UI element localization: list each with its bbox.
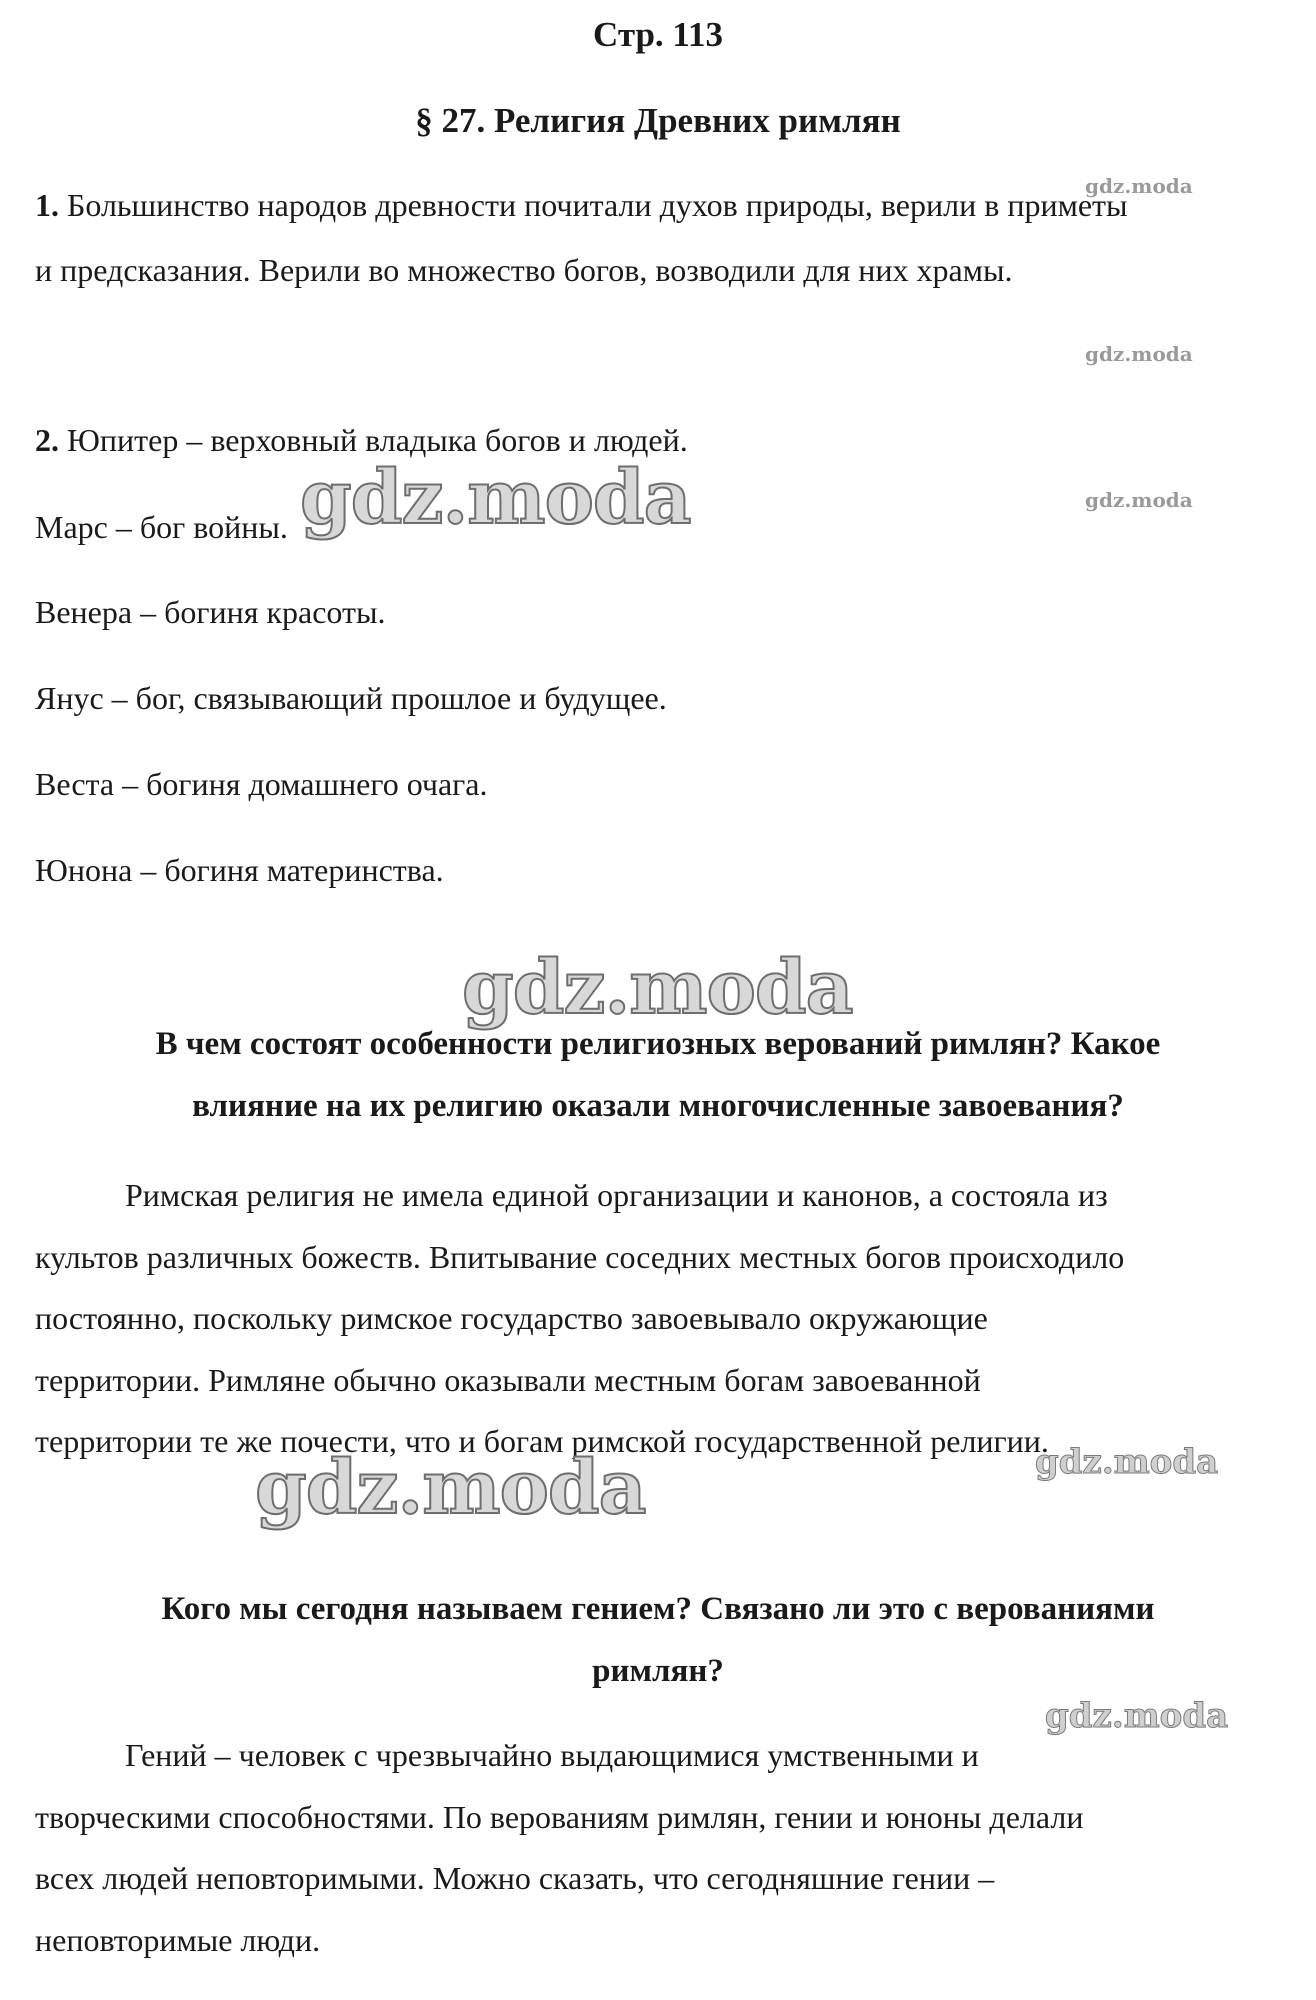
god-janus: Янус – бог, связывающий прошлое и будущее. <box>35 680 667 716</box>
answer-1-number: 1. <box>35 187 59 223</box>
god-juno: Юнона – богиня материнства. <box>35 852 444 888</box>
question-3-heading-line-1: В чем состоят особенности религиозных верований римлян? Какое <box>155 1026 1161 1062</box>
question-4-heading-line-1: Кого мы сегодня называем гением? Связано ли это с верованиями <box>161 1591 1155 1627</box>
watermark-small: gdz.moda <box>1085 342 1193 366</box>
watermark-small: gdz.moda <box>1085 174 1193 198</box>
god-vesta: Веста – богиня домашнего очага. <box>35 766 488 802</box>
watermark-large: gdz.moda <box>300 455 691 541</box>
question-3-text-line-5: территории те же почести, что и богам римской государственной религии. <box>35 1423 1049 1459</box>
answer-2-text: Юпитер – верховный владыка богов и людей. <box>59 422 688 458</box>
answer-1-text: Большинство народов древности почитали духов природы, верили в приметы <box>59 187 1128 223</box>
question-4-text-line-2: творческими способностями. По верованиям римлян, гении и юноны делали <box>35 1799 1084 1835</box>
question-4-text-line-4: неповторимые люди. <box>35 1922 321 1958</box>
answer-1-line-1 <box>35 185 1128 225</box>
watermark-large: gdz.moda <box>255 1445 646 1531</box>
question-4-text-line-1: Гений – человек с чрезвычайно выдающимися умственными и <box>125 1737 979 1773</box>
question-4-heading-line-2: римлян? <box>592 1653 724 1689</box>
question-3-text-line-3: постоянно, поскольку римское государство завоевывало окружающие <box>35 1300 988 1336</box>
section-title: § 27. Религия Древних римлян <box>415 101 901 140</box>
watermark-small: gdz.moda <box>1085 488 1193 512</box>
answer-1-line-2: и предсказания. Верили во множество богов, возводили для них храмы. <box>35 252 1013 288</box>
question-3-heading-line-2: влияние на их религию оказали многочисленные завоевания? <box>192 1088 1124 1124</box>
question-3-text-line-2: культов различных божеств. Впитывание соседних местных богов происходило <box>35 1239 1125 1275</box>
answer-2-line-1 <box>35 420 688 460</box>
question-3-text-line-4: территории. Римляне обычно оказывали местным богам завоеванной <box>35 1362 981 1398</box>
god-mars: Марс – бог войны. <box>35 509 288 545</box>
watermark-large: gdz.moda <box>462 945 853 1031</box>
page-number: Стр. 113 <box>593 15 723 54</box>
god-venus: Венера – богиня красоты. <box>35 594 386 630</box>
watermark-medium: gdz.moda <box>1035 1442 1219 1482</box>
question-3-text-line-1: Римская религия не имела единой организации и канонов, а состояла из <box>125 1177 1108 1213</box>
watermark-medium: gdz.moda <box>1045 1696 1229 1736</box>
question-4-text-line-3: всех людей неповторимыми. Можно сказать, что сегодняшние гении – <box>35 1860 995 1896</box>
answer-2-number: 2. <box>35 422 59 458</box>
